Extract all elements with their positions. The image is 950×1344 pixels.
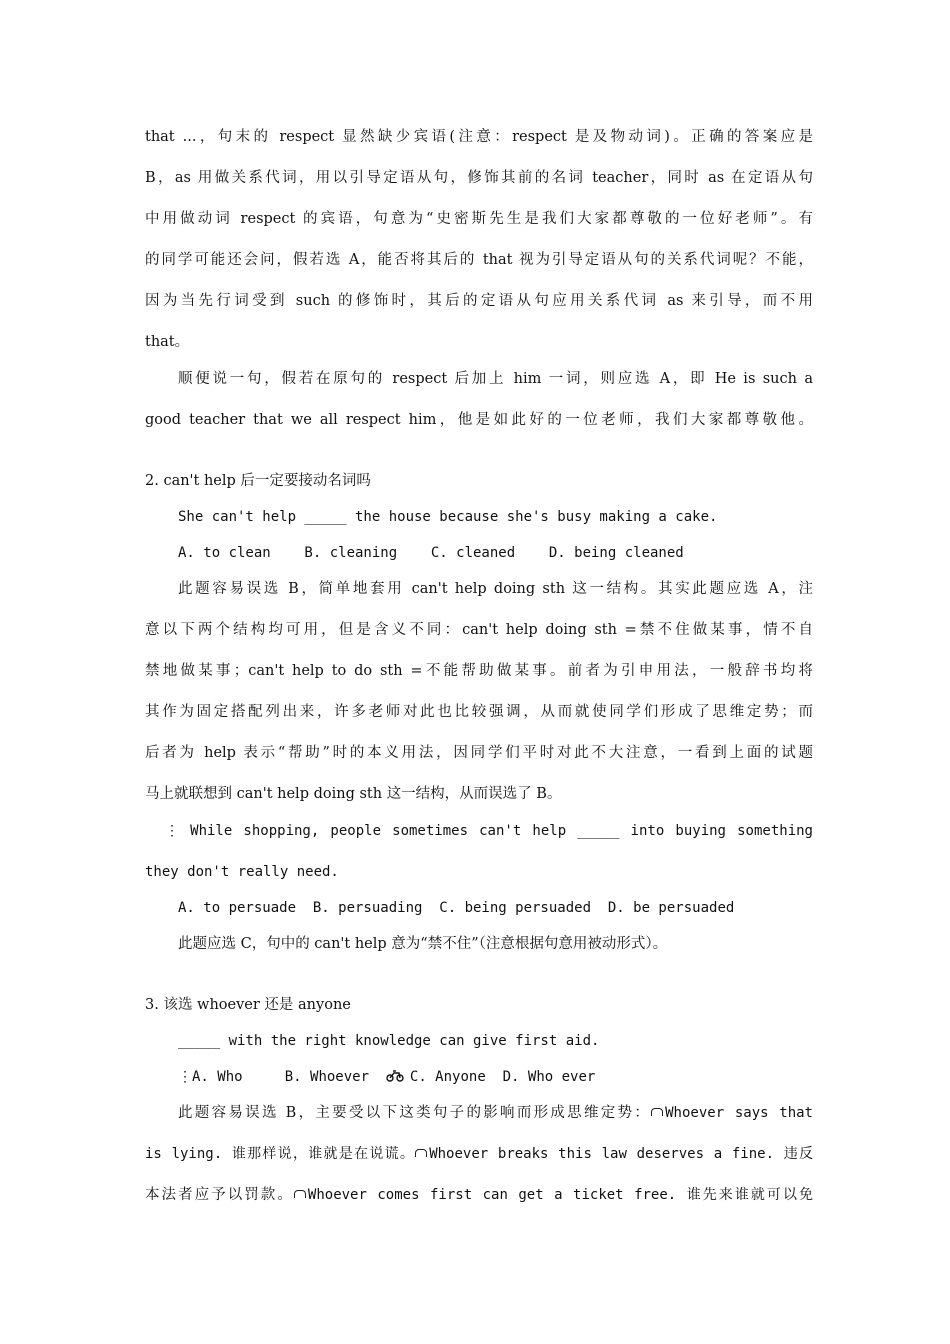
- paragraph-line: that。: [145, 334, 190, 350]
- example-sentence: is lying. 谁那样说，谁就是在说谎。: [145, 1146, 416, 1162]
- explanation-text: 此题容易误选 B，主要受以下这类句子的影响而形成思维定势：: [178, 1105, 652, 1121]
- paragraph-line: 的同学可能还会问，假若选 A，能否将其后的 that 视为引导定语从句的关系代词呢？不能，: [145, 252, 813, 268]
- section-heading: 2. can't help 后一定要接动名词吗: [145, 473, 371, 489]
- explanation-line: 此题容易误选 B，简单地套用 can't help doing sth 这一结构。其实此题应选 A，注: [178, 581, 813, 597]
- answer-options: A. to persuade B. persuading C. being persuaded D. be persuaded: [178, 900, 735, 916]
- example-sentence: Whoever breaks this law deserves a fine. 违反: [429, 1146, 813, 1162]
- paragraph-line: 顺便说一句，假若在原句的 respect 后加上 him 一词，则应选 A，即 He is such a: [178, 371, 813, 387]
- explanation-line: [145, 1185, 813, 1205]
- example-sentence: Whoever says that: [665, 1105, 813, 1121]
- mark-icon: [651, 1108, 663, 1116]
- answer-options: [178, 1067, 846, 1087]
- example-sentence: Whoever comes first can get a ticket free. 谁先来谁就可以免: [307, 1187, 813, 1203]
- question-text: _____ with the right knowledge can give first aid.: [178, 1033, 600, 1049]
- mark-icon: [294, 1190, 306, 1198]
- explanation-line: 禁地做某事；can't help to do sth =不能帮助做某事。前者为引申用法，一般辞书均将: [145, 663, 813, 679]
- option-b: B. Whoever: [284, 1069, 370, 1085]
- option-c: C. Anyone: [409, 1069, 486, 1085]
- scooter-icon: [386, 1070, 404, 1082]
- bullet-mark: ⋮: [178, 1069, 192, 1085]
- explanation-line: 后者为 help 表示“帮助”时的本义用法，因同学们平时对此不大注意，一看到上面的试题: [145, 745, 813, 761]
- option-a: A. Who: [192, 1069, 243, 1085]
- paragraph-line: 中用做动词 respect 的宾语，句意为“史密斯先生是我们大家都尊敬的一位好老师”。有: [145, 211, 813, 227]
- paragraph-line: B，as 用做关系代词，用以引导定语从句，修饰其前的名词 teacher，同时 as 在定语从句: [145, 170, 813, 186]
- bullet-mark: ⋮: [165, 823, 179, 839]
- explanation-line: [178, 1103, 813, 1123]
- explanation-line: 意以下两个结构均可用，但是含义不同：can't help doing sth =禁不住做某事，情不自: [145, 622, 813, 638]
- mark-icon: [415, 1149, 427, 1157]
- paragraph-line: good teacher that we all respect him，他是如此好的一位老师，我们大家都尊敬他。: [145, 412, 813, 428]
- section-heading: 3. 该选 whoever 还是 anyone: [145, 997, 351, 1013]
- example-translation: 本法者应予以罚款。: [145, 1187, 294, 1203]
- answer-explanation: 此题应选 C，句中的 can't help 意为“禁不住”（注意根据句意用被动形式）。: [178, 936, 668, 952]
- explanation-line: [145, 1144, 813, 1164]
- paragraph-line: 因为当先行词受到 such 的修饰时，其后的定语从句应用关系代词 as 来引导，而不用: [145, 293, 813, 309]
- explanation-line: 其作为固定搭配列出来，许多老师对此也比较强调，从而就使同学们形成了思维定势；而: [145, 704, 813, 720]
- explanation-line: 马上就联想到 can't help doing sth 这一结构，从而误选了 B。: [145, 786, 562, 802]
- question-line: they don't really need.: [145, 864, 339, 880]
- option-d: D. Who ever: [502, 1069, 596, 1085]
- answer-options: A. to clean B. cleaning C. cleaned D. being cleaned: [178, 545, 684, 561]
- question-line: While shopping, people sometimes can't help _____ into buying something: [190, 823, 813, 839]
- question-text: [165, 821, 813, 841]
- paragraph-line: that ...，句末的 respect 显然缺少宾语(注意：respect 是及物动词)。正确的答案应是: [145, 129, 813, 145]
- question-text: She can't help _____ the house because she's busy making a cake.: [178, 509, 718, 525]
